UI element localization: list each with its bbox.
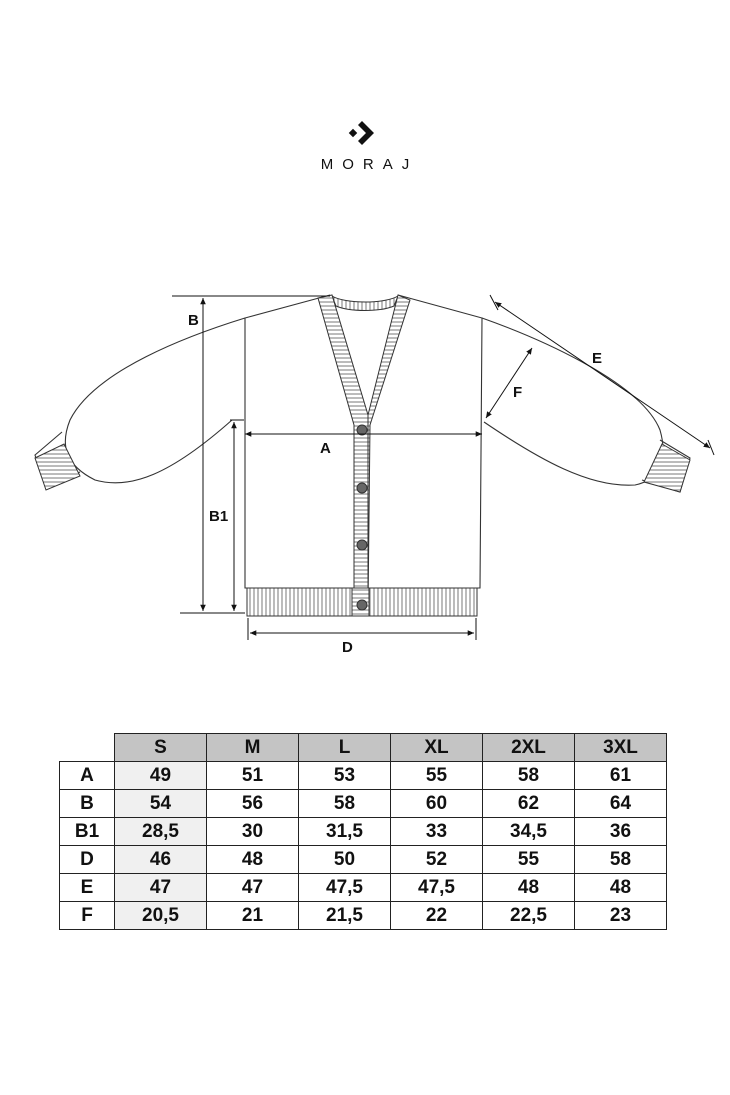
size-header-row (60, 734, 667, 762)
table-cell: 62 (483, 790, 575, 818)
label-e: E (592, 350, 603, 367)
row-label: E (60, 874, 115, 902)
table-cell: 64 (575, 790, 667, 818)
table-cell: 30 (207, 818, 299, 846)
table-cell: 58 (575, 846, 667, 874)
table-cell: 58 (299, 790, 391, 818)
table-row-a (60, 762, 667, 790)
row-label: B1 (60, 818, 115, 846)
table-cell: 33 (391, 818, 483, 846)
table-cell: 56 (207, 790, 299, 818)
table-cell: 53 (299, 762, 391, 790)
table-row-e (60, 874, 667, 902)
table-cell: 22 (391, 902, 483, 930)
table-cell: 47,5 (299, 874, 391, 902)
table-cell: 48 (483, 874, 575, 902)
table-cell: 49 (115, 762, 207, 790)
moraj-chevron-logo-icon (345, 118, 385, 148)
table-cell: 55 (483, 846, 575, 874)
table-cell: 47,5 (391, 874, 483, 902)
table-cell: 47 (115, 874, 207, 902)
table-cell: 50 (299, 846, 391, 874)
button-3 (357, 540, 367, 550)
size-header-l: L (299, 734, 391, 762)
table-cell: 21 (207, 902, 299, 930)
label-f: F (513, 384, 523, 401)
table-cell: 61 (575, 762, 667, 790)
size-header-2xl: 2XL (483, 734, 575, 762)
size-table (59, 733, 667, 930)
table-row-b1 (60, 818, 667, 846)
left-cuff (35, 444, 80, 490)
size-header-3xl: 3XL (575, 734, 667, 762)
table-cell: 48 (575, 874, 667, 902)
table-cell: 21,5 (299, 902, 391, 930)
row-label: A (60, 762, 115, 790)
table-cell: 52 (391, 846, 483, 874)
table-row-f (60, 902, 667, 930)
row-label: D (60, 846, 115, 874)
label-b1: B1 (209, 508, 229, 525)
table-cell: 47 (207, 874, 299, 902)
table-cell: 34,5 (483, 818, 575, 846)
table-cell: 28,5 (115, 818, 207, 846)
table-cell: 54 (115, 790, 207, 818)
size-header-m: M (207, 734, 299, 762)
table-cell: 36 (575, 818, 667, 846)
table-row-b (60, 790, 667, 818)
table-cell: 55 (391, 762, 483, 790)
table-cell: 60 (391, 790, 483, 818)
corner-cell (60, 734, 115, 762)
right-cuff (644, 444, 690, 492)
table-cell: 31,5 (299, 818, 391, 846)
label-a: A (320, 440, 331, 457)
label-b: B (188, 312, 199, 329)
table-cell: 46 (115, 846, 207, 874)
button-4 (357, 600, 367, 610)
table-cell: 58 (483, 762, 575, 790)
row-label: F (60, 902, 115, 930)
cardigan-diagram (0, 280, 730, 660)
table-cell: 20,5 (115, 902, 207, 930)
brand-logo (0, 118, 730, 173)
right-placket (368, 295, 410, 610)
brand-name: MORAJ (320, 156, 419, 173)
size-header-s: S (115, 734, 207, 762)
table-cell: 23 (575, 902, 667, 930)
table-cell: 48 (207, 846, 299, 874)
table-cell: 22,5 (483, 902, 575, 930)
row-label: B (60, 790, 115, 818)
table-cell: 51 (207, 762, 299, 790)
button-2 (357, 483, 367, 493)
size-header-xl: XL (391, 734, 483, 762)
table-row-d (60, 846, 667, 874)
label-d: D (342, 639, 353, 656)
back-collar (332, 296, 398, 311)
